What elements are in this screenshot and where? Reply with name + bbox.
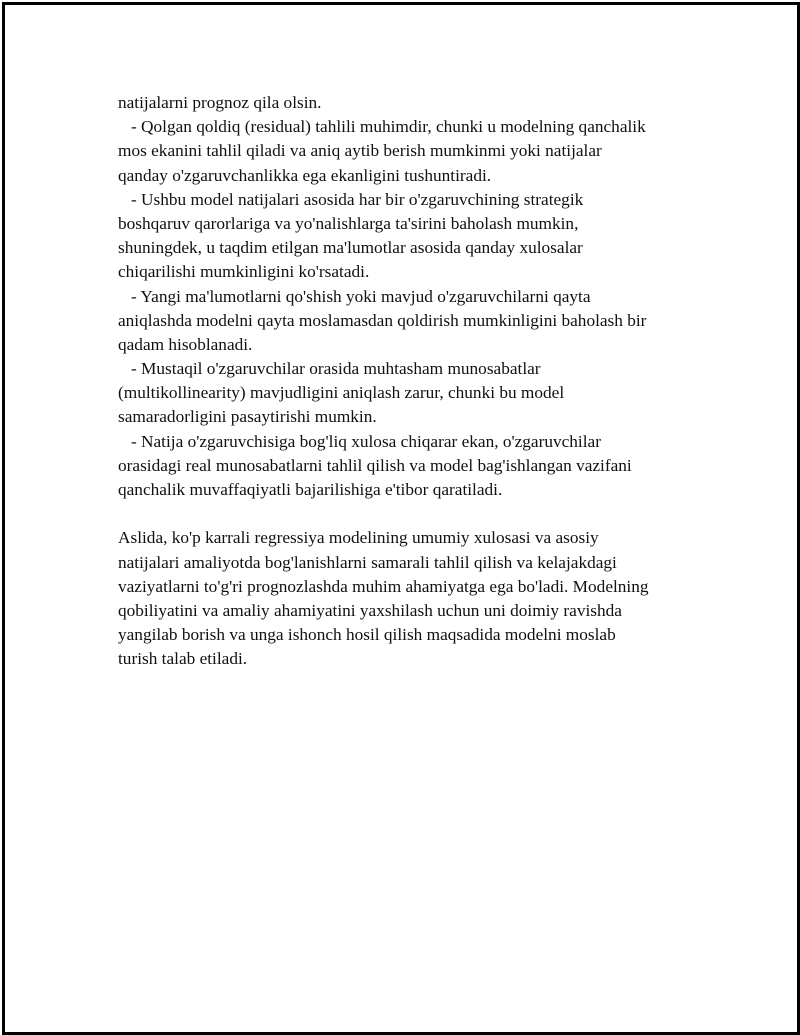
text-line: samaradorligini pasaytirishi mumkin. (118, 407, 377, 427)
paragraph-gap (118, 502, 718, 526)
text-line: orasidagi real munosabatlarni tahlil qilish va model bag'ishlangan vazifani (118, 455, 632, 475)
text-line: qobiliyatini va amaliy ahamiyatini yaxshilash uchun uni doimiy ravishda (118, 600, 622, 620)
text-line: - Qolgan qoldiq (residual) tahlili muhimdir, chunki u modelning qanchalik (118, 117, 646, 137)
text-line: - Yangi ma'lumotlarni qo'shish yoki mavjud o'zgaruvchilarni qayta (118, 286, 591, 306)
text-line: mos ekanini tahlil qiladi va aniq aytib berish mumkinmi yoki natijalar (118, 141, 602, 161)
paragraph-list-continuation (118, 91, 718, 502)
text-line: shuningdek, u taqdim etilgan ma'lumotlar asosida qanday xulosalar (118, 238, 583, 258)
text-line: natijalari amaliyotda bog'lanishlarni samarali tahlil qilish va kelajakdagi (118, 552, 617, 572)
text-line: yangilab borish va unga ishonch hosil qilish maqsadida modelni moslab (118, 625, 616, 645)
text-line: chiqarilishi mumkinligini ko'rsatadi. (118, 262, 370, 282)
text-line: vaziyatlarni to'g'ri prognozlashda muhim ahamiyatga ega bo'ladi. Modelning (118, 576, 649, 596)
text-line: - Mustaqil o'zgaruvchilar orasida muhtasham munosabatlar (118, 359, 541, 379)
document-body (118, 91, 718, 672)
text-line: (multikollinearity) mavjudligini aniqlash zarur, chunki bu model (118, 383, 565, 403)
text-line: Aslida, ko'p karrali regressiya modelining umumiy xulosasi va asosiy (118, 528, 599, 548)
text-line: qanchalik muvaffaqiyatli bajarilishiga e'tibor qaratiladi. (118, 480, 503, 499)
text-line: qadam hisoblanadi. (118, 334, 253, 354)
text-line: aniqlashda modelni qayta moslamasdan qoldirish mumkinligini baholash bir (118, 310, 647, 330)
paragraph-conclusion (118, 526, 718, 671)
text-line: turish talab etiladi. (118, 649, 248, 669)
text-line: qanday o'zgaruvchanlikka ega ekanligini tushuntiradi. (118, 165, 492, 185)
text-line: - Natija o'zgaruvchisiga bog'liq xulosa chiqarar ekan, o'zgaruvchilar (118, 431, 601, 451)
text-line: - Ushbu model natijalari asosida har bir o'zgaruvchining strategik (118, 189, 584, 209)
text-line: boshqaruv qarorlariga va yo'nalishlarga ta'sirini baholash mumkin, (118, 213, 579, 233)
text-line: natijalarni prognoz qila olsin. (118, 93, 322, 112)
